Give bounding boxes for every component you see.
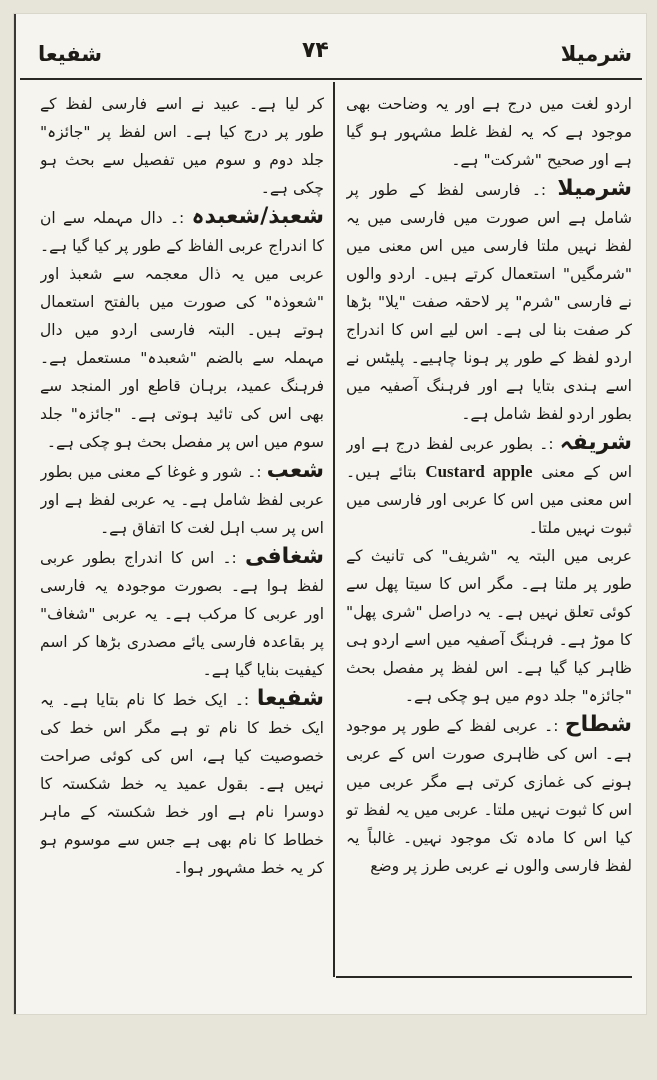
headword: شریفہ	[559, 430, 632, 455]
header-rule	[20, 78, 642, 80]
paragraph: اردو لغت میں درج ہے اور یہ وضاحت بھی موجود ہے کہ یہ لفظ غلط مشہور ہو گیا ہے اور صحیح "شرکت" ہے۔	[346, 95, 632, 169]
headword: شعبذ/شعبدہ	[191, 204, 324, 229]
entry-shaghafi	[40, 542, 324, 684]
headword: شغافی	[245, 544, 324, 569]
right-column	[346, 90, 632, 975]
bottom-rule	[336, 976, 632, 978]
entry-text: بتائے ہیں۔ اس معنی میں اس کا عربی اور فارسی میں ثبوت نہیں ملتا۔	[346, 463, 632, 537]
headword: شعب	[266, 458, 324, 483]
header-right-word: شرمیلا	[560, 42, 632, 66]
entry-sharmila	[346, 174, 632, 428]
running-header	[22, 34, 640, 74]
entry-text: :۔ ایک خط کا نام بتایا ہے۔ یہ ایک خط کا نام تو ہے مگر اس خط کی خصوصیت کیا ہے، اس کی کوئی صراحت نہیں ہے۔ بقول عمید یہ خط شکستہ کا دوسرا نام ہے اور خط شکستہ کے ماہر خطاط کا نام بھی ہے جس سے موسوم ہو کر یہ خط مشہور ہوا۔	[40, 691, 324, 877]
entry-text: :۔ فارسی لفظ کے طور پر شامل ہے اس صورت میں فارسی میں یہ لفظ نہیں ملتا فارسی میں اس معنی میں "شرمگیں" استعمال کرتے ہیں۔ اردو والوں نے فارسی "شرم" پر لاحقہ صفت "یلا" بڑھا کر صفت بنا لی ہے۔ اس لیے اس کا اندراج اردو لفظ کے طور پر ہونا چاہیے۔ پلیٹس نے اسے ہندی بتایا ہے اور فرہنگ آصفیہ میں بطور اردو لفظ شامل ہے۔	[346, 181, 632, 423]
entry-shafia	[40, 684, 324, 882]
entry-shattah	[346, 710, 632, 880]
paragraph: عربی میں البتہ یہ "شریف" کی تانیث کے طور پر ملتا ہے۔ مگر اس کا سیتا پھل سے کوئی تعلق نہیں ہے۔ یہ دراصل "شری پھل" کا موڑ ہے۔ فرہنگ آصفیہ میں اسے اردو ہی ظاہر کیا گیا ہے۔ اس لفظ پر مفصل بحث "جائزہ" جلد دوم میں ہو چکی ہے۔	[346, 547, 632, 705]
entry-shaab	[40, 456, 324, 542]
english-term: Custard apple	[425, 462, 533, 481]
entry-text: :۔ دال مہملہ سے ان کا اندراج عربی الفاظ کے طور پر کیا گیا ہے۔ عربی میں یہ ذال معجمہ سے شعبذ اور "شعوذہ" کی صورت میں بالفتح استعمال ہوتے ہیں۔ البتہ فارسی اردو میں دال مہملہ سے بالضم "شعبدہ" مستعمل ہے۔ فرہنگ عمید، برہان قاطع اور المنجد سے بھی اس کی تائید ہوتی ہے۔ "جائزہ" جلد سوم میں اس پر مفصل بحث ہو چکی ہے۔	[40, 209, 324, 451]
entry-text: :۔ بطور عربی لفظ درج ہے اور اس کے معنی	[346, 435, 632, 481]
column-divider	[333, 82, 335, 977]
left-column	[40, 90, 324, 975]
page-number: ۷۴	[302, 38, 329, 63]
headword: شرمیلا	[557, 176, 632, 201]
entry-shabadah	[40, 202, 324, 456]
entry-text: :۔ عربی لفظ کے طور پر موجود ہے۔ اس کی ظاہری صورت اس کے عربی ہونے کی غمازی کرتی ہے مگر عربی میں اس کا ثبوت نہیں ملتا۔ عربی میں یہ لفظ تو کیا اس کا مادہ تک موجود نہیں۔ غالباً یہ لفظ فارسی والوں نے عربی طرز پر وضع	[346, 717, 632, 875]
paragraph: کر لیا ہے۔ عبید نے اسے فارسی لفظ کے طور پر درج کیا ہے۔ اس لفظ پر "جائزہ" جلد دوم و سوم میں تفصیل سے بحث ہو چکی ہے۔	[40, 95, 324, 197]
headword: شطاح	[564, 712, 632, 737]
headword: شفیعا	[256, 686, 324, 711]
entry-text: :۔ اس کا اندراج بطور عربی لفظ ہوا ہے۔ بصورت موجودہ یہ فارسی اور عربی کا مرکب ہے۔ یہ عربی "شغاف" پر بقاعدہ فارسی یائے مصدری بڑھا کر اسم کیفیت بنایا گیا ہے۔	[40, 549, 324, 679]
entry-sharifa	[346, 428, 632, 542]
book-page	[14, 14, 646, 1014]
entry-text: :۔ شور و غوغا کے معنی میں بطور عربی لفظ شامل ہے۔ یہ عربی لفظ ہے اور اس پر سب اہل لغت کا اتفاق ہے۔	[40, 463, 324, 537]
header-left-word: شفیعا	[38, 42, 103, 66]
